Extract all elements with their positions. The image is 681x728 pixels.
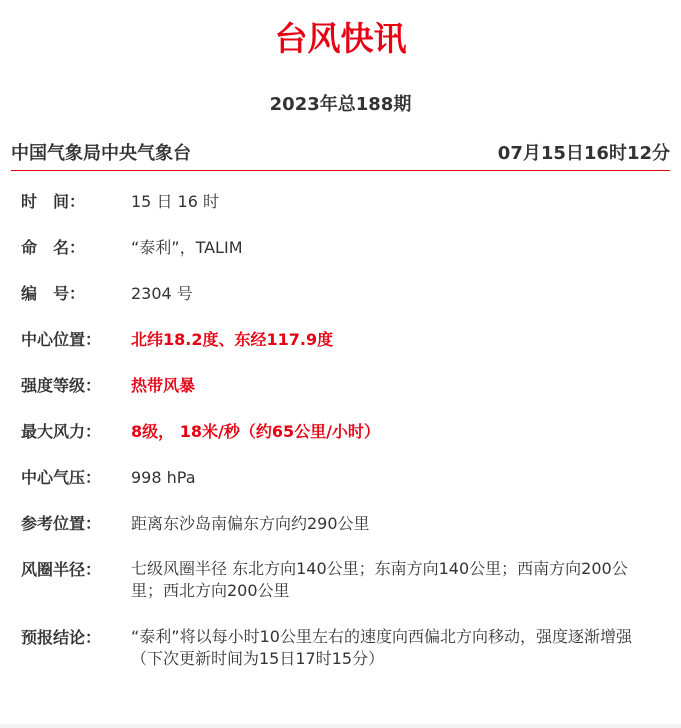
agency-name: 中国气象局中央气象台: [11, 143, 191, 164]
page-title: 台风快讯: [274, 19, 407, 58]
field-label-time: 时 间：: [21, 192, 86, 211]
field-label-name: 命 名：: [21, 238, 86, 257]
field-value-number: 2304 号: [131, 284, 193, 303]
field-label-reference-position: 参考位置：: [21, 514, 102, 533]
field-label-intensity: 强度等级：: [21, 376, 102, 395]
field-label-center-pressure: 中心气压：: [21, 468, 102, 487]
bottom-divider: [0, 724, 681, 728]
field-value-name: “泰利”，TALIM: [131, 238, 243, 257]
field-value-forecast: [131, 626, 659, 670]
next-update-note: （下次更新时间为15日17时15分）: [131, 649, 385, 668]
issue-time: 07月15日16时12分: [497, 143, 670, 164]
issue-number: 2023年总188期: [269, 94, 412, 115]
field-value-center-pressure: 998 hPa: [131, 468, 196, 487]
field-label-number: 编 号：: [21, 284, 86, 303]
field-value-max-wind: 8级， 18米/秒（约65公里/小时）: [131, 422, 380, 441]
field-value-wind-radius: 七级风圈半径 东北方向140公里；东南方向140公里；西南方向200公里；西北方向200公里: [131, 559, 628, 600]
bulletin-header: [11, 140, 670, 171]
forecast-text: “泰利”将以每小时10公里左右的速度向西偏北方向移动，强度逐渐增强: [131, 627, 632, 646]
field-label-wind-radius: 风圈半径：: [21, 560, 102, 579]
field-value-reference-position: 距离东沙岛南偏东方向约290公里: [131, 514, 370, 533]
field-value-time: 15 日 16 时: [131, 192, 219, 211]
field-label-max-wind: 最大风力：: [21, 422, 102, 441]
field-value-intensity: 热带风暴: [131, 376, 196, 395]
field-value-center-position: 北纬18.2度、东经117.9度: [131, 330, 334, 349]
field-label-forecast: 预报结论：: [21, 628, 102, 647]
field-label-center-position: 中心位置：: [21, 330, 102, 349]
